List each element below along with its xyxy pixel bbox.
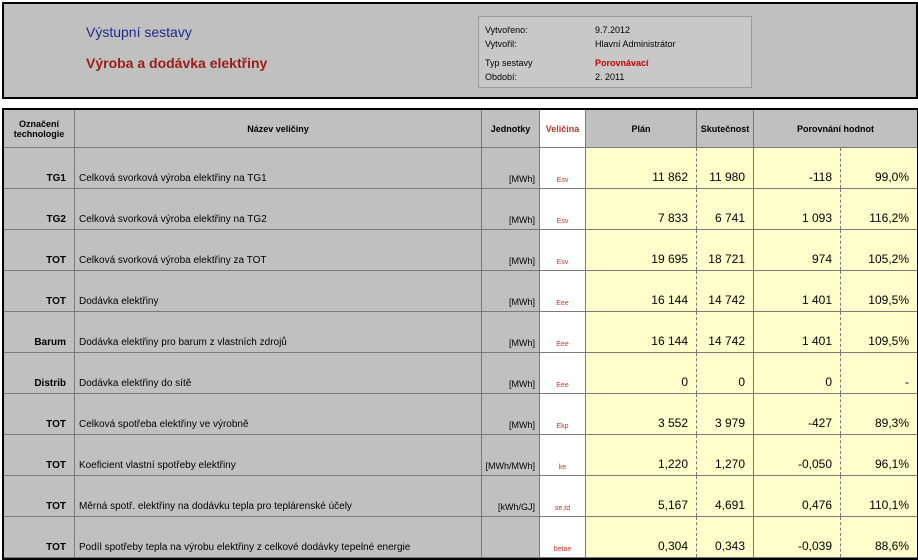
cell-percentage: 96,1% xyxy=(841,435,917,475)
cell-actual: 14 742 xyxy=(697,271,754,311)
report-header xyxy=(2,2,918,99)
table-row xyxy=(4,312,917,353)
table-row xyxy=(4,271,917,312)
header-comparison: Porovnání hodnot xyxy=(754,110,917,148)
cell-plan: 7 833 xyxy=(586,189,697,229)
cell-percentage: 99,0% xyxy=(841,148,917,188)
cell-quantity-symbol: Eee xyxy=(540,312,586,352)
info-label-type: Typ sestavy xyxy=(485,58,533,68)
cell-actual: 0 xyxy=(697,353,754,393)
cell-difference: 0,476 xyxy=(754,476,841,516)
cell-difference: -427 xyxy=(754,394,841,434)
cell-name: Dodávka elektřiny do sítě xyxy=(75,353,482,393)
cell-percentage: - xyxy=(841,353,917,393)
cell-unit: [MWh] xyxy=(482,230,540,270)
table-row xyxy=(4,394,917,435)
header-name: Název veličiny xyxy=(75,110,482,148)
cell-plan: 16 144 xyxy=(586,312,697,352)
info-label-created: Vytvořeno: xyxy=(485,25,528,35)
cell-plan: 3 552 xyxy=(586,394,697,434)
cell-difference: 1 401 xyxy=(754,271,841,311)
cell-unit: [MWh] xyxy=(482,394,540,434)
info-value-created: 9.7.2012 xyxy=(595,25,631,35)
cell-difference: 974 xyxy=(754,230,841,270)
cell-unit: [MWh] xyxy=(482,148,540,188)
header-actual: Skutečnost xyxy=(697,110,754,148)
cell-plan: 16 144 xyxy=(586,271,697,311)
cell-name: Dodávka elektřiny xyxy=(75,271,482,311)
header-unit: Jednotky xyxy=(482,110,540,148)
cell-plan: 0 xyxy=(586,353,697,393)
cell-tech: TOT xyxy=(4,476,75,516)
cell-unit: [kWh/GJ] xyxy=(482,476,540,516)
table-row xyxy=(4,353,917,394)
report-section-title: Výstupní sestavy xyxy=(86,24,192,40)
cell-plan: 0,304 xyxy=(586,517,697,557)
table-row xyxy=(4,189,917,230)
cell-unit xyxy=(482,517,540,557)
cell-difference: 1 401 xyxy=(754,312,841,352)
cell-difference: -118 xyxy=(754,148,841,188)
cell-percentage: 116,2% xyxy=(841,189,917,229)
cell-tech: TOT xyxy=(4,394,75,434)
cell-tech: TOT xyxy=(4,435,75,475)
cell-tech: TOT xyxy=(4,517,75,557)
info-value-period: 2. 2011 xyxy=(595,72,625,82)
cell-actual: 6 741 xyxy=(697,189,754,229)
cell-name: Měrná spotř. elektřiny na dodávku tepla pro teplárenské účely xyxy=(75,476,482,516)
cell-actual: 1,270 xyxy=(697,435,754,475)
cell-percentage: 105,2% xyxy=(841,230,917,270)
cell-unit: [MWh] xyxy=(482,189,540,229)
cell-plan: 1,220 xyxy=(586,435,697,475)
cell-percentage: 110,1% xyxy=(841,476,917,516)
table-row xyxy=(4,230,917,271)
cell-quantity-symbol: Esv xyxy=(540,148,586,188)
cell-name: Celková svorková výroba elektřiny na TG1 xyxy=(75,148,482,188)
info-value-author: Hlavní Administrátor xyxy=(595,39,676,49)
cell-difference: -0,050 xyxy=(754,435,841,475)
cell-tech: Distrib xyxy=(4,353,75,393)
report-title: Výroba a dodávka elektřiny xyxy=(86,55,268,71)
cell-name: Dodávka elektřiny pro barum z vlastních zdrojů xyxy=(75,312,482,352)
table-row xyxy=(4,476,917,517)
cell-actual: 0,343 xyxy=(697,517,754,557)
info-label-period: Období: xyxy=(485,72,518,82)
cell-percentage: 89,3% xyxy=(841,394,917,434)
cell-tech: TOT xyxy=(4,271,75,311)
cell-quantity-symbol: betae xyxy=(540,517,586,557)
cell-name: Celková svorková výroba elektřiny na TG2 xyxy=(75,189,482,229)
cell-difference: 1 093 xyxy=(754,189,841,229)
cell-actual: 11 980 xyxy=(697,148,754,188)
header-quantity: Veličina xyxy=(540,110,586,148)
cell-tech: Barum xyxy=(4,312,75,352)
report-table xyxy=(2,108,918,560)
cell-actual: 18 721 xyxy=(697,230,754,270)
cell-name: Podíl spotřeby tepla na výrobu elektřiny z celkové dodávky tepelné energie xyxy=(75,517,482,557)
cell-actual: 4,691 xyxy=(697,476,754,516)
report-info-box xyxy=(478,16,752,88)
cell-tech: TG1 xyxy=(4,148,75,188)
cell-difference: 0 xyxy=(754,353,841,393)
cell-quantity-symbol: ke xyxy=(540,435,586,475)
cell-plan: 5,167 xyxy=(586,476,697,516)
cell-tech: TG2 xyxy=(4,189,75,229)
table-row xyxy=(4,435,917,476)
header-plan: Plán xyxy=(586,110,697,148)
cell-quantity-symbol: Ekp xyxy=(540,394,586,434)
cell-unit: [MWh] xyxy=(482,353,540,393)
cell-percentage: 109,5% xyxy=(841,312,917,352)
cell-percentage: 88,6% xyxy=(841,517,917,557)
cell-quantity-symbol: se,td xyxy=(540,476,586,516)
cell-difference: -0,039 xyxy=(754,517,841,557)
cell-unit: [MWh/MWh] xyxy=(482,435,540,475)
cell-actual: 3 979 xyxy=(697,394,754,434)
cell-unit: [MWh] xyxy=(482,271,540,311)
table-row xyxy=(4,148,917,189)
cell-plan: 11 862 xyxy=(586,148,697,188)
cell-name: Celková svorková výroba elektřiny za TOT xyxy=(75,230,482,270)
cell-unit: [MWh] xyxy=(482,312,540,352)
cell-name: Celková spotřeba elektřiny ve výrobně xyxy=(75,394,482,434)
cell-percentage: 109,5% xyxy=(841,271,917,311)
cell-quantity-symbol: Eee xyxy=(540,353,586,393)
cell-quantity-symbol: Eee xyxy=(540,271,586,311)
cell-quantity-symbol: Esv xyxy=(540,189,586,229)
header-tech: Označení technologie xyxy=(4,110,75,148)
cell-name: Koeficient vlastní spotřeby elektřiny xyxy=(75,435,482,475)
cell-plan: 19 695 xyxy=(586,230,697,270)
cell-tech: TOT xyxy=(4,230,75,270)
info-value-type: Porovnávací xyxy=(595,58,649,68)
cell-actual: 14 742 xyxy=(697,312,754,352)
table-row xyxy=(4,517,917,558)
info-label-author: Vytvořil: xyxy=(485,39,517,49)
cell-quantity-symbol: Esv xyxy=(540,230,586,270)
